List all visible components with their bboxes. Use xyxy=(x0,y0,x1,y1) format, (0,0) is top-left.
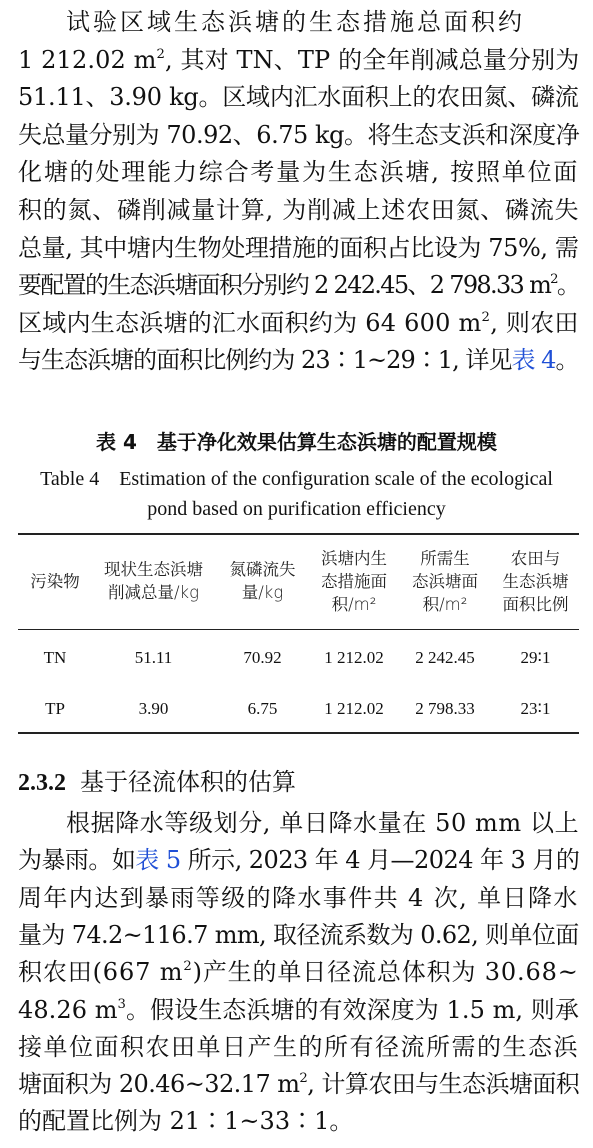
header-line: 浜塘内生 xyxy=(321,548,387,568)
text-run: , 计算农田与生态浜塘面积 xyxy=(307,1070,580,1099)
table-bottom-rule xyxy=(18,732,579,734)
para2-line xyxy=(18,952,579,992)
table-cell: 2 798.33 xyxy=(415,699,475,718)
text-run: 48.26 m xyxy=(18,995,118,1024)
text-run: 周年内达到暴雨等级的降水事件共 4 次, 单日降水 xyxy=(18,883,579,912)
header-line: 削减总量/kg xyxy=(107,583,200,602)
text-run: 试验区域生态浜塘的生态措施总面积约 xyxy=(66,8,525,36)
text-run: 量为 74.2~116.7 mm, 取径流系数为 0.62, 则单位面 xyxy=(18,920,579,949)
table-top-rule xyxy=(18,533,579,535)
header-line: 现状生态浜塘 xyxy=(104,560,203,579)
text-run: 。 xyxy=(556,271,580,300)
para1-line xyxy=(18,265,579,305)
text-run: 失总量分别为 70.92、6.75 kg。将生态支浜和深度净 xyxy=(18,120,580,149)
text-run: 区域内生态浜塘的汇水面积约为 64 600 m xyxy=(18,308,482,337)
section-number: 2.3.2 xyxy=(18,770,66,796)
para2-line xyxy=(18,1027,579,1067)
table-cell: 3.90 xyxy=(138,699,169,718)
para2-line xyxy=(18,1101,353,1141)
superscript: 2 xyxy=(299,1071,308,1087)
superscript: 2 xyxy=(183,959,193,975)
superscript: 3 xyxy=(117,996,127,1012)
para2-line xyxy=(18,1064,579,1104)
text-run: 接单位面积农田单日产生的所有径流所需的生态浜 xyxy=(18,1032,579,1061)
text-run: 要配置的生态浜塘面积分别约 2 242.45、2 798.33 m xyxy=(18,271,551,300)
table-cell: 70.92 xyxy=(243,648,282,667)
text-run: 塘面积为 20.46~32.17 m xyxy=(18,1070,300,1099)
text-run: 1 212.02 m xyxy=(18,45,157,74)
table-header-cell xyxy=(398,547,492,616)
header-line: 态措施面 xyxy=(321,571,387,591)
para2-line xyxy=(18,915,579,955)
table-header-cell xyxy=(492,547,579,616)
text-run: 化塘的处理能力综合考量为生态浜塘, 按照单位面 xyxy=(18,158,580,187)
text-run: , 其对 TN、TP 的全年削减总量分别为 xyxy=(165,45,580,74)
table-caption-en-line2: pond based on purification efficiency xyxy=(147,498,446,520)
text-run: 。假设生态浜塘的有效深度为 1.5 m, 则承 xyxy=(126,995,579,1024)
table-cell: TN xyxy=(43,648,67,667)
header-line: 生态浜塘 xyxy=(502,571,569,591)
header-line: 氮磷流失 xyxy=(229,560,296,579)
header-line: 污染物 xyxy=(30,571,80,591)
table-header-cell xyxy=(18,570,92,593)
superscript: 2 xyxy=(481,309,491,325)
para1-line xyxy=(18,152,579,192)
table-header-cell xyxy=(310,547,398,616)
para1-line xyxy=(18,228,579,268)
table-reference-link[interactable]: 表 4 xyxy=(511,346,556,375)
para1-line xyxy=(18,40,579,80)
header-line: 所需生 xyxy=(420,548,470,568)
para1-line xyxy=(18,190,579,230)
text-run: 总量, 其中塘内生物处理措施的面积占比设为 75%, 需 xyxy=(18,233,579,262)
header-line: 态浜塘面 xyxy=(412,571,478,591)
text-run: 积的氮、磷削减量计算, 为削减上述农田氮、磷流失 xyxy=(18,196,580,224)
text-run: 与生态浜塘的面积比例约为 23∶1~29∶1, 详见 xyxy=(18,346,512,375)
superscript: 2 xyxy=(156,46,166,62)
header-line: 积/m² xyxy=(331,594,377,614)
table-header-cell xyxy=(215,558,310,604)
para1-line xyxy=(18,77,579,117)
superscript: 2 xyxy=(550,272,557,288)
table-cell: 6.75 xyxy=(247,699,278,718)
section-heading xyxy=(18,762,296,803)
para1-line xyxy=(66,2,525,42)
section-title: 基于径流体积的估算 xyxy=(80,768,296,796)
table-header-rule xyxy=(18,629,579,630)
table-header-cell xyxy=(92,558,215,604)
para2-line xyxy=(18,990,579,1030)
para2-line xyxy=(18,840,579,880)
text-run: 51.11、3.90 kg。区域内汇水面积上的农田氮、磷流 xyxy=(18,83,579,112)
header-line: 积/m² xyxy=(422,594,468,614)
text-run: 的配置比例为 21∶1~33∶1。 xyxy=(18,1107,354,1136)
table-cell: 29∶1 xyxy=(520,648,551,667)
text-run: 。 xyxy=(555,346,579,375)
para2-line xyxy=(18,878,579,918)
table-cell: TP xyxy=(45,699,65,718)
text-run: , 则农田 xyxy=(490,308,579,337)
text-run: 根据降水等级划分, 单日降水量在 50 mm 以上 xyxy=(66,809,580,837)
para1-line xyxy=(18,340,579,380)
table-cell: 23∶1 xyxy=(520,699,551,718)
text-run: )产生的单日径流总体积为 30.68~ xyxy=(192,958,579,987)
table-caption-en-line1: Table 4 Estimation of the configuration scale of the ecological xyxy=(40,468,553,490)
table-cell: 2 242.45 xyxy=(415,648,475,667)
para1-line xyxy=(18,115,579,155)
table-cell: 51.11 xyxy=(134,648,173,667)
para2-line xyxy=(66,803,579,843)
table-cell: 1 212.02 xyxy=(324,699,384,718)
header-line: 农田与 xyxy=(510,548,561,568)
header-line: 面积比例 xyxy=(502,594,569,614)
table-caption-cn: 表 4 基于净化效果估算生态浜塘的配置规模 xyxy=(96,430,497,454)
text-run: 积农田(667 m xyxy=(18,958,184,987)
table-reference-link[interactable]: 表 5 xyxy=(135,846,181,875)
text-run: 为暴雨。如 xyxy=(18,846,136,875)
table-cell: 1 212.02 xyxy=(324,648,384,667)
text-run: 所示, 2023 年 4 月—2024 年 3 月的 xyxy=(180,846,580,875)
header-line: 量/kg xyxy=(241,583,284,602)
para1-line xyxy=(18,303,579,343)
